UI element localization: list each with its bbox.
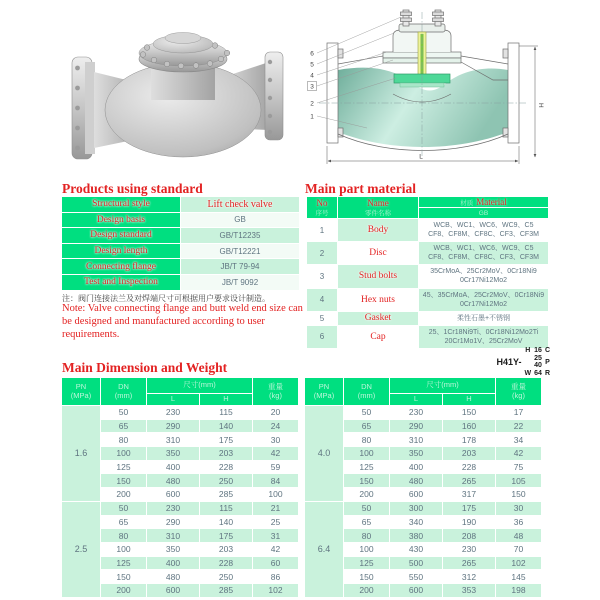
callout-4: 4: [310, 72, 314, 80]
valve-section-diagram: [297, 6, 550, 171]
weight-cell: 145: [496, 570, 541, 583]
part-material-line2: 20Cr1Mo1V、25Cr2MoV: [444, 337, 523, 345]
spec-value: JB/T 79-94: [181, 259, 299, 274]
model-pressure-codes: [534, 347, 542, 377]
callout-6: 6: [310, 50, 314, 58]
part-material: [419, 289, 548, 311]
dn-cell: 65: [101, 516, 146, 529]
dimension-table-right: [305, 378, 541, 597]
h-cell: 230: [443, 543, 495, 556]
part-material: [419, 219, 548, 241]
header-weight-line2: (kg): [512, 390, 525, 400]
h-cell: 175: [443, 502, 495, 515]
material-header-name: [338, 197, 418, 218]
header-dn-line2: (mm): [114, 390, 133, 400]
spec-value: JB/T 9092: [181, 275, 299, 290]
part-material-line1: 35CrMoA、25Cr2MoV、0Cr18Ni9: [430, 268, 537, 276]
part-number: 2: [307, 242, 337, 264]
spec-label: Design length: [62, 244, 180, 259]
part-number: 3: [307, 265, 337, 287]
h-cell: 140: [200, 420, 252, 433]
spec-label: Structural style: [62, 197, 180, 212]
part-number: 1: [307, 219, 337, 241]
spec-label: Design standard: [62, 228, 180, 243]
model-designation: [458, 344, 550, 380]
h-cell: 250: [200, 474, 252, 487]
header-pn-line1: PN: [75, 381, 87, 391]
dn-cell: 125: [344, 461, 389, 474]
l-cell: 500: [390, 557, 442, 570]
callout-numbers: [310, 51, 314, 121]
dim-l-label: L: [419, 153, 423, 161]
header-l: L: [390, 394, 442, 405]
dn-cell: 100: [101, 447, 146, 460]
header-dn: [344, 378, 389, 405]
h-cell: 203: [443, 447, 495, 460]
dn-cell: 125: [101, 557, 146, 570]
model-body-codes: [525, 347, 532, 377]
header-name-cn: 零件名称: [365, 210, 391, 217]
weight-cell: 42: [496, 447, 541, 460]
dn-cell: 200: [344, 488, 389, 501]
model-suffix-r: R: [544, 370, 550, 377]
material-header-standard: GB: [419, 208, 548, 218]
l-cell: 340: [390, 516, 442, 529]
dn-cell: 80: [344, 529, 389, 542]
dn-cell: 80: [344, 433, 389, 446]
weight-cell: 70: [496, 543, 541, 556]
l-cell: 230: [147, 406, 199, 419]
pn-group-2.5: 2.5: [62, 502, 100, 597]
callout-1: 1: [310, 113, 314, 121]
dn-cell: 65: [344, 516, 389, 529]
weight-cell: 22: [496, 420, 541, 433]
l-cell: 350: [147, 447, 199, 460]
dimension-weight-title: Main Dimension and Weight: [62, 360, 228, 375]
part-material-line1: WCB、WC1、WC6、WC9、C5: [433, 245, 534, 253]
l-cell: 600: [390, 584, 442, 597]
main-part-material-title: Main part material: [305, 181, 416, 196]
h-cell: 203: [200, 543, 252, 556]
l-cell: 310: [390, 433, 442, 446]
header-dn-line2: (mm): [357, 390, 376, 400]
l-cell: 600: [147, 488, 199, 501]
part-name: Body: [338, 219, 418, 241]
callout-5: 5: [310, 61, 314, 69]
h-cell: 228: [200, 461, 252, 474]
h-cell: 265: [443, 474, 495, 487]
weight-cell: 102: [496, 557, 541, 570]
part-material: [419, 242, 548, 264]
valve-photo-figure: [63, 10, 300, 168]
header-weight-line2: (kg): [269, 390, 282, 400]
l-cell: 350: [147, 543, 199, 556]
h-cell: 175: [200, 433, 252, 446]
part-material-line2: 0Cr17Ni12Mo2: [459, 300, 508, 308]
spec-value: GB/T12235: [181, 228, 299, 243]
weight-cell: 86: [253, 570, 298, 583]
header-pn: [62, 378, 100, 405]
model-body-h: H: [525, 347, 531, 354]
part-material-line1: WCB、WC1、WC6、WC9、C5: [433, 222, 534, 229]
model-prefix: H41Y-: [496, 357, 522, 367]
header-weight: [253, 378, 298, 405]
h-cell: 190: [443, 516, 495, 529]
weight-cell: 105: [496, 474, 541, 487]
weight-cell: 30: [496, 502, 541, 515]
l-cell: 480: [390, 474, 442, 487]
l-cell: 600: [147, 584, 199, 597]
header-material-cn: 材质: [460, 199, 474, 207]
weight-cell: 102: [253, 584, 298, 597]
h-cell: 312: [443, 570, 495, 583]
header-weight-line1: 重量: [268, 381, 283, 391]
dn-cell: 125: [101, 461, 146, 474]
part-name: Disc: [338, 242, 418, 264]
header-size: 尺寸(mm): [147, 378, 252, 393]
spec-value: GB: [181, 213, 299, 228]
h-cell: 150: [443, 406, 495, 419]
model-pn-64: 64: [534, 369, 542, 377]
header-h: H: [443, 394, 495, 405]
dn-cell: 100: [344, 543, 389, 556]
header-size: 尺寸(mm): [390, 378, 495, 393]
l-cell: 290: [147, 420, 199, 433]
dn-cell: 65: [101, 420, 146, 433]
h-cell: 265: [443, 557, 495, 570]
h-cell: 285: [200, 488, 252, 501]
weight-cell: 198: [496, 584, 541, 597]
material-header-no: [307, 197, 337, 218]
dn-cell: 200: [344, 584, 389, 597]
spec-label: Connecting flange: [62, 259, 180, 274]
l-cell: 380: [390, 529, 442, 542]
h-cell: 178: [443, 433, 495, 446]
l-cell: 430: [390, 543, 442, 556]
header-pn-line2: (MPa): [70, 390, 92, 400]
header-pn: [305, 378, 343, 405]
part-material-line1: 25、1Cr18Ni9Ti、0Cr18Ni12Mo2Ti: [428, 328, 539, 336]
weight-cell: 60: [253, 557, 298, 570]
header-weight-line1: 重量: [511, 381, 526, 391]
l-cell: 310: [147, 433, 199, 446]
header-material-en: Material: [476, 197, 507, 207]
weight-cell: 36: [496, 516, 541, 529]
h-cell: 208: [443, 529, 495, 542]
part-material-line2: 0Cr17Ni12Mo2: [459, 277, 508, 285]
part-material-line1: 45、35CrMoA、25Cr2MoV、0Cr18Ni9: [422, 291, 545, 299]
h-cell: 140: [200, 516, 252, 529]
products-standard-title: Products using standard: [62, 181, 203, 196]
h-cell: 285: [200, 584, 252, 597]
l-cell: 400: [147, 461, 199, 474]
h-cell: 203: [200, 447, 252, 460]
model-pn-25: 25: [534, 354, 542, 362]
l-cell: 400: [147, 557, 199, 570]
h-cell: 160: [443, 420, 495, 433]
header-name-en: Name: [367, 198, 389, 208]
l-cell: 300: [390, 502, 442, 515]
l-cell: 290: [390, 420, 442, 433]
model-body-w: W: [524, 370, 532, 377]
header-dn-line1: DN: [361, 381, 372, 391]
dn-cell: 80: [101, 529, 146, 542]
weight-cell: 100: [253, 488, 298, 501]
model-pn-16: 16: [534, 347, 542, 354]
header-no-cn: 序号: [315, 210, 329, 217]
l-cell: 290: [147, 516, 199, 529]
dn-cell: 150: [101, 474, 146, 487]
part-material-line1: 柔性石墨+不锈钢: [456, 314, 511, 322]
spec-value: GB/T12221: [181, 244, 299, 259]
header-dn: [101, 378, 146, 405]
dn-cell: 125: [344, 557, 389, 570]
header-h: H: [200, 394, 252, 405]
pn-group-1.6: 1.6: [62, 406, 100, 501]
weight-cell: 150: [496, 488, 541, 501]
part-name: Stud bolts: [338, 265, 418, 287]
part-number: 6: [307, 326, 337, 348]
dimension-table-left: [62, 378, 298, 597]
model-suffix-p: P: [545, 358, 550, 366]
dim-h-label: H: [537, 103, 544, 108]
callout-3: 3: [310, 83, 314, 91]
dn-cell: 150: [101, 570, 146, 583]
weight-cell: 42: [253, 543, 298, 556]
l-cell: 230: [390, 406, 442, 419]
h-cell: 250: [200, 570, 252, 583]
l-cell: 230: [147, 502, 199, 515]
header-weight: [496, 378, 541, 405]
pn-group-4.0: 4.0: [305, 406, 343, 501]
dn-cell: 80: [101, 433, 146, 446]
note-english: Note: Valve connecting flange and butt weld end size can be designed and manufactured according to user requirements.: [62, 303, 303, 340]
weight-cell: 84: [253, 474, 298, 487]
part-name: Gasket: [338, 312, 418, 325]
model-pn-40: 40: [534, 362, 542, 370]
weight-cell: 59: [253, 461, 298, 474]
spec-label: Design basis: [62, 213, 180, 228]
dn-cell: 150: [344, 570, 389, 583]
dn-cell: 50: [101, 406, 146, 419]
l-cell: 310: [147, 529, 199, 542]
part-material-line2: CF8、CF8M、CF8C、CF3、CF3M: [428, 254, 539, 262]
dn-cell: 65: [344, 420, 389, 433]
part-number: 5: [307, 312, 337, 325]
l-cell: 350: [390, 447, 442, 460]
weight-cell: 42: [253, 447, 298, 460]
weight-cell: 31: [253, 529, 298, 542]
valve-photo-shapes: [72, 33, 283, 160]
h-cell: 317: [443, 488, 495, 501]
header-no-en: No: [316, 198, 328, 208]
weight-cell: 34: [496, 433, 541, 446]
h-cell: 228: [200, 557, 252, 570]
spec-value: Lift check valve: [181, 197, 299, 212]
pn-group-6.4: 6.4: [305, 502, 343, 597]
dn-cell: 50: [101, 502, 146, 515]
weight-cell: 48: [496, 529, 541, 542]
header-l: L: [147, 394, 199, 405]
part-material: [419, 265, 548, 287]
part-name: Hex nuts: [338, 289, 418, 311]
l-cell: 600: [390, 488, 442, 501]
h-cell: 175: [200, 529, 252, 542]
model-suffix-codes: [545, 347, 550, 377]
dn-cell: 200: [101, 584, 146, 597]
main-part-material-table: [307, 197, 548, 348]
weight-cell: 24: [253, 420, 298, 433]
weight-cell: 20: [253, 406, 298, 419]
dn-cell: 200: [101, 488, 146, 501]
header-dn-line1: DN: [118, 381, 129, 391]
h-cell: 115: [200, 406, 252, 419]
part-material: [419, 312, 548, 325]
callout-2: 2: [310, 100, 314, 108]
note-chinese: 注：阀门连接法兰及对焊端尺寸可根据用户要求设计制造。: [62, 294, 270, 303]
header-pn-line2: (MPa): [313, 390, 335, 400]
h-cell: 115: [200, 502, 252, 515]
l-cell: 480: [147, 570, 199, 583]
material-header-material: [419, 197, 548, 207]
header-pn-line1: PN: [318, 381, 330, 391]
l-cell: 400: [390, 461, 442, 474]
weight-cell: 75: [496, 461, 541, 474]
part-material-line2: CF8、CF8M、CF8C、CF3、CF3M: [428, 231, 539, 239]
model-suffix-c: C: [544, 347, 550, 354]
spec-label: Test and Inspection: [62, 275, 180, 290]
dn-cell: 50: [344, 502, 389, 515]
part-name: Cap: [338, 326, 418, 348]
h-cell: 228: [443, 461, 495, 474]
dn-cell: 100: [344, 447, 389, 460]
weight-cell: 17: [496, 406, 541, 419]
h-cell: 353: [443, 584, 495, 597]
weight-cell: 21: [253, 502, 298, 515]
part-number: 4: [307, 289, 337, 311]
dn-cell: 100: [101, 543, 146, 556]
products-standard-table: [62, 197, 299, 290]
dn-cell: 150: [344, 474, 389, 487]
dn-cell: 50: [344, 406, 389, 419]
l-cell: 550: [390, 570, 442, 583]
weight-cell: 30: [253, 433, 298, 446]
l-cell: 480: [147, 474, 199, 487]
weight-cell: 25: [253, 516, 298, 529]
